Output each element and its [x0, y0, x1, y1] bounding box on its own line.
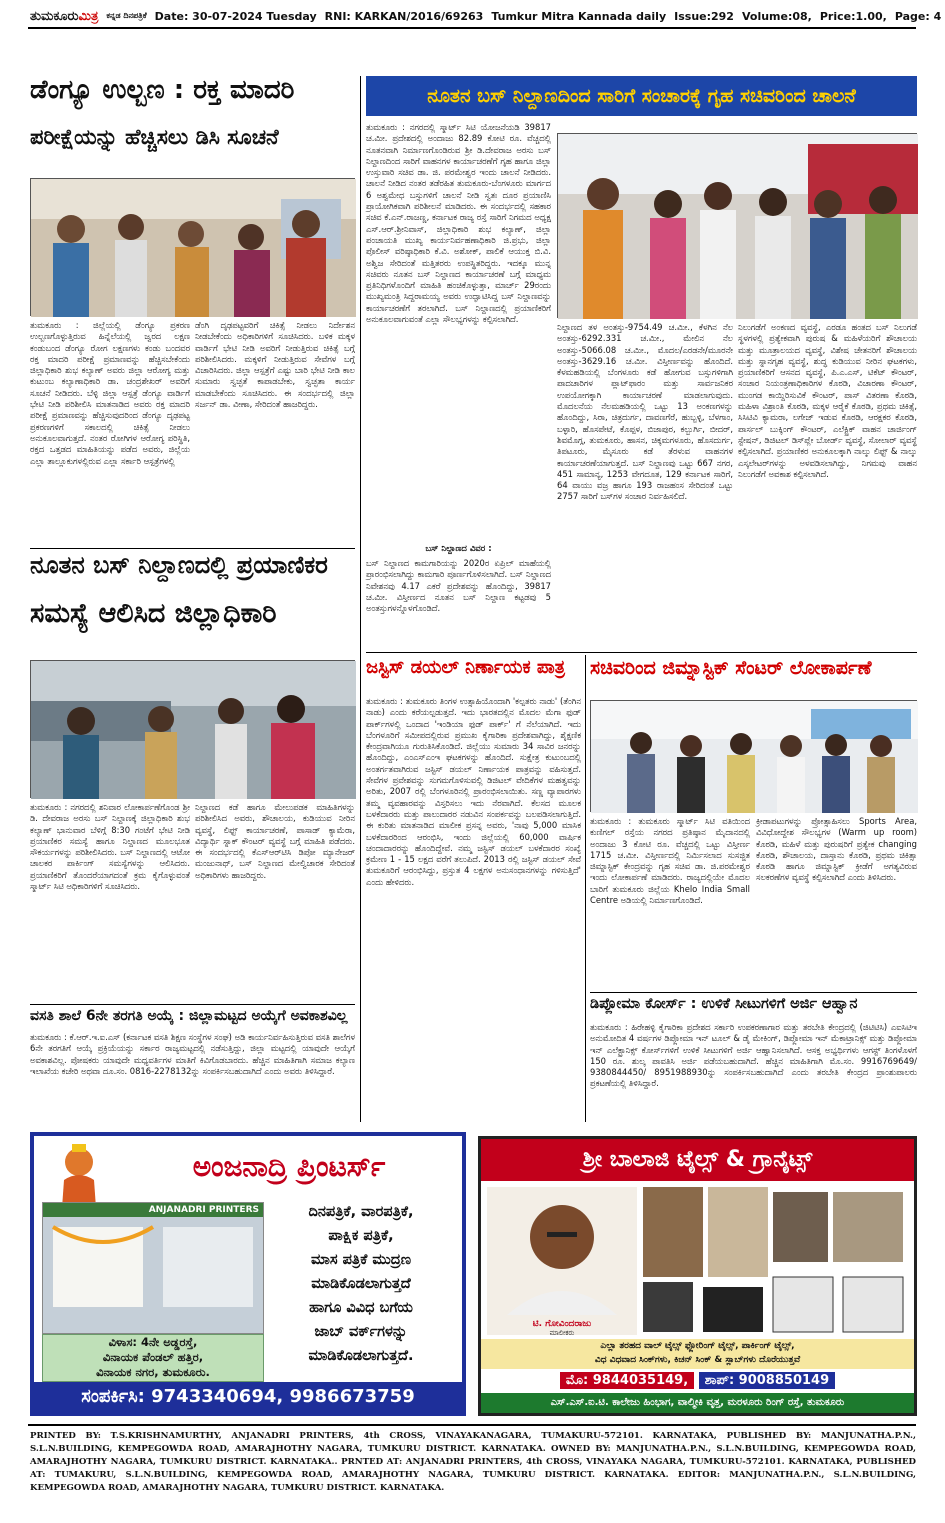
tiles-shop-phone: ಶಾಪ್: 9008850149	[699, 1372, 835, 1389]
bus-dc-photo	[30, 660, 355, 798]
footer-rule	[28, 1424, 916, 1426]
printers-contact: ಸಂಪರ್ಕಿಸಿ: 9743340694, 9986673759	[34, 1382, 462, 1412]
logo-tagline: ಕನ್ನಡ ದಿನಪತ್ರಿಕೆ	[106, 11, 147, 20]
bus-dc-headline-1: ನೂತನ ಬಸ್ ನಿಲ್ದಾಣದಲ್ಲಿ ಪ್ರಯಾಣಿಕರ	[30, 551, 328, 579]
printline-footer: PRINTED BY: T.S.KRISHNAMURTHY, ANJANADRI PRINTERS, 4th CROSS, VINAYAKANAGARA, TUMAKURU-572101. KARNATAKA, PUBLISHED BY: MANJUNATHA.P.N., S.L.N.BUILDING, KEMPEGOWDA ROAD, AMARAJHOTHY NAGARA, TUMKURU DISTRICT. KARNATAKA. OWNED BY: MANJUNATHA.P.N., S.L.N.BUILDING, KEMPEGOWDA ROAD, AMARAJHOTHY NAGARA, TUMKURU DISTRICT. KARNATAKA.. PRNTED AT: ANJANADRI PRINTERS, 4th CROSS, VINAYAKA NAGARA, TUMKURU-572101. KARNATAKA, PUBLISHED AT: TUMAKURU, S.L.N.BUILDING, KEMPEGOWDA ROAD, AMARAJHOTHY NAGARA, TUMKURU DISTRICT. KARNATAKA. EDITOR: MANJUNATHA.P.N., S.L.N.BUILDING, KEMPEGOWDA ROAD, AMARAJHOTHY NAGARA, TUMKURU DISTRICT. KARNATAKA.	[30, 1431, 916, 1493]
dengue-headline-1: ಡೆಂಗ್ಯೂ ಉಲ್ಬಣ : ರಕ್ತ ಮಾದರಿ	[30, 75, 295, 105]
newspaper-logo: ತುಮಕೂರುಮಿತ್ರ	[30, 8, 99, 24]
owner-name: ಟಿ. ಗೋವಿಂದರಾಜು	[532, 1319, 592, 1329]
issue-date: Date: 30-07-2024 Tuesday	[154, 9, 317, 23]
dengue-ward-photo	[30, 178, 355, 316]
gym-col-2: ಕ್ರೀಡಾಪಟುಗಳನ್ನು ಪ್ರೋತ್ಸಾಹಿಸಲು Sports Area, ವಿವಿಧೋದ್ದೇಶ ಸೌಲಭ್ಯಗಳ (Warm up room) ಕೊಠಡಿ, ಮಹಿಳೆ ಮತ್ತು ಪುರುಷರಿಗೆ ಪ್ರತ್ಯೇಕ changing ಕೊಠಡಿ, ಶೌಚಾಲಯ, ದಾಸ್ತಾನು ಕೊಠಡಿ, ಪ್ರಥಮ ಚಿಕಿತ್ಸಾ ಕೊಠಡಿ ಹಾಗೂ ಜಿಮ್ನಾಸ್ಟಿಕ್ ಕ್ರೀಡೆಗೆ ಅಗತ್ಯವಿರುವ ಸಲಕರಣೆಗಳ ವ್ಯವಸ್ಥೆ ಕಲ್ಪಿಸಲಾಗಿದೆ ಎಂದು ತಿಳಿಸಿದರು.	[756, 816, 917, 883]
bus-opening-headline: ನೂತನ ಬಸ್ ನಿಲ್ದಾಣದಿಂದ ಸಾರಿಗೆ ಸಂಚಾರಕ್ಕೆ ಗೃಹ ಸಚಿವರಿಂದ ಚಾಲನೆ	[366, 76, 917, 116]
tiles-address: ಎಸ್.ಎಸ್.ಐ.ಟಿ. ಕಾಲೇಜು ಹಿಂಭಾಗ, ವಾಲ್ಮೀಕಿ ವೃತ್ತ, ಮರಳೂರು ರಿಂಗ್ ರಸ್ತೆ, ತುಮಕೂರು	[481, 1393, 914, 1413]
tiles-advertisement	[478, 1136, 917, 1416]
printers-address: ವಿಳಾಸ: 4ನೇ ಅಡ್ಡರಸ್ತೆ, ವಿನಾಯಕ ಪೆಂಡಲ್ ಹತ್ತಿರ, ವಿನಾಯಕ ನಗರ, ತುಮಕೂರು.	[42, 1334, 264, 1382]
printers-title: ಅಂಜನಾದ್ರಿ ಪ್ರಿಂಟರ್ಸ್	[192, 1150, 386, 1183]
bus-dc-col-1: ತುಮಕೂರು : ನಗರದಲ್ಲಿ ಶನಿವಾರ ಲೋಕಾರ್ಪಣೆಗೊಂಡ ಶ್ರೀ ಡಿ. ದೇವರಾಜ ಅರಸು ಬಸ್ ನಿಲ್ದಾಣಕ್ಕೆ ಜಿಲ್ಲಾಧಿಕಾರಿ ಶುಭ ಕಲ್ಯಾಣ್ ಭಾನುವಾರ ಬೆಳಿಗ್ಗೆ 8:30 ಗಂಟೆಗೆ ಭೇಟಿ ನೀಡಿ ಪ್ರಯಾಣಿಕರ ಸಮಸ್ಯೆ ಹಾಗೂ ನಿಲ್ದಾಣದ ಮೂಲಭೂತ ಸೌಕರ್ಯಗಳನ್ನು ಪರಿಶೀಲಿಸಿದರು. ಬಸ್ ನಿಲ್ದಾಣದಲ್ಲಿ ಆಟೋ ಚಾಲಕರ ಪಾರ್ಕಿಂಗ್ ಸಮಸ್ಯೆಗಳನ್ನು ಆಲಿಸಿದರು. ಪ್ರಯಾಣಿಕರಿಗೆ ತೊಂದರೆಯಾಗದಂತೆ ಕ್ರಮ ಕೈಗೊಳ್ಳುವಂತೆ ಸ್ಮಾರ್ಟ್ ಸಿಟಿ ಅಧಿಕಾರಿಗಳಿಗೆ ಸೂಚಿಸಿದರು.	[30, 802, 190, 892]
divider	[30, 548, 355, 549]
masthead-rule	[28, 27, 916, 29]
printers-shop-photo: ANJANADRI PRINTERS	[42, 1202, 264, 1334]
tiles-products: ಎಲ್ಲಾ ತರಹದ ವಾಲ್ ಟೈಲ್ಸ್ ಫ್ಲೋರಿಂಗ್ ಟೈಲ್ಸ್, ಪಾರ್ಕಿಂಗ್ ಟೈಲ್ಸ್, ವಿಧ ವಿಧವಾದ ಸಿಂಕ್‌ಗಳು, ಕಿಚನ್ ಸಿಂಕ್ & ಸ್ಲಾಬ್‌ಗಳು ದೊರೆಯುತ್ತವೆ	[481, 1339, 914, 1369]
justice-headline: ಜಸ್ಟಿಸ್ ಡಯಲ್ ನಿರ್ಣಾಯಕ ಪಾತ್ರ	[366, 657, 566, 678]
hostel-headline: ವಸತಿ ಶಾಲೆ 6ನೇ ತರಗತಿ ಅಯ್ಕೆ : ಜಿಲ್ಲಾಮಟ್ಟದ ಅಯ್ಕೆಗೆ ಅವಕಾಶವಿಲ್ಲ	[30, 1008, 348, 1024]
column-divider	[585, 655, 586, 1122]
gym-inauguration-photo	[590, 700, 917, 812]
diploma-body: ತುಮಕೂರು : ಹಿರೇಹಳ್ಳಿ ಕೈಗಾರಿಕಾ ಪ್ರದೇಶದ ಸರ್ಕಾರಿ ಉಪಕರಣಾಗಾರ ಮತ್ತು ತರಬೇತಿ ಕೇಂದ್ರದಲ್ಲಿ (ಜಿಟಿಟಿಸಿ) ಎಐಸಿಟಿಇ ಅನುಮೋದಿತ 4 ವರ್ಷಗಳ ಡಿಪ್ಲೋಮಾ ಇನ್ ಟೂಲ್ & ಡೈ ಮೇಕಿಂಗ್, ಡಿಪ್ಲೋಮಾ ಇನ್ ಮೆಕಾಟ್ರಾನಿಕ್ಸ್ ಮತ್ತು ಡಿಪ್ಲೋಮಾ ಇನ್ ಎಲೆಕ್ಟ್ರಾನಿಕ್ಸ್ ಕೋರ್ಸ್‌ಗಳಿಗೆ ಉಳಿಕೆ ಸೀಟುಗಳಿಗೆ ಅರ್ಜಿ ಆಹ್ವಾನಿಸಲಾಗಿದೆ. ಆಸಕ್ತ ಅಭ್ಯರ್ಥಿಗಳು ಆಗಸ್ಟ್ ತಿಂಗಳೊಳಗೆ 150 ರೂ. ಶುಲ್ಕ ಪಾವತಿಸಿ ಅರ್ಜಿ ಪಡೆಯಬಹುದಾಗಿದೆ. ಹೆಚ್ಚಿನ ಮಾಹಿತಿಗಾಗಿ ಮೊ.ಸಂ. 9916769649/ 9380844450/ 8951988930ನ್ನು ಸಂಪರ್ಕಿಸಬಹುದಾಗಿದೆ ಎಂದು ತರಬೇತಿ ಕೇಂದ್ರದ ಪ್ರಾಂಶುಪಾಲರು ಪ್ರಕಟಣೆಯಲ್ಲಿ ತಿಳಿಸಿದ್ದಾರೆ.	[590, 1022, 917, 1089]
issue-number: Issue:292	[674, 9, 734, 23]
owner-photo	[487, 1187, 637, 1335]
divider	[366, 652, 917, 653]
bus-dc-headline-2: ಸಮಸ್ಯೆ ಆಲಿಸಿದ ಜಿಲ್ಲಾಧಿಕಾರಿ	[30, 598, 277, 629]
masthead	[30, 6, 942, 26]
tiles-title: ಶ್ರೀ ಬಾಲಾಜಿ ಟೈಲ್ಸ್ & ಗ್ರಾನೈಟ್ಸ್	[481, 1139, 914, 1181]
ad-header	[34, 1136, 462, 1198]
hostel-body: ತುಮಕೂರು : ಕೆ.ಆರ್.ಇ.ಐ.ಎಸ್ (ಕರ್ನಾಟಕ ವಸತಿ ಶಿಕ್ಷಣ ಸಂಸ್ಥೆಗಳ ಸಂಘ) ಅಡಿ ಕಾರ್ಯನಿರ್ವಹಿಸುತ್ತಿರುವ ವಸತಿ ಶಾಲೆಗಳ 6ನೇ ತರಗತಿಗೆ ಆಯ್ಕೆ ಪ್ರಕ್ರಿಯೆಯನ್ನು ಸರ್ಕಾರ ರಾಜ್ಯಮಟ್ಟದಲ್ಲಿ ನಡೆಸುತ್ತಿದ್ದು, ಜಿಲ್ಲಾ ಮಟ್ಟದಲ್ಲಿ ಯಾವುದೇ ಆಯ್ಕೆಗೆ ಅವಕಾಶವಿಲ್ಲ. ಪೋಷಕರು ಯಾವುದೇ ಮಧ್ಯವರ್ತಿಗಳ ಮಾತಿಗೆ ಕಿವಿಗೊಡಬಾರದು. ಹೆಚ್ಚಿನ ಮಾಹಿತಿಗಾಗಿ ಸಮಾಜ ಕಲ್ಯಾಣ ಇಲಾಖೆಯ ಕಚೇರಿ ಅಥವಾ ದೂ.ಸಂ. 0816-2278132ನ್ನು ಸಂಪರ್ಕಿಸಬಹುದಾಗಿದೆ ಎಂದು ಅವರು ತಿಳಿಸಿದ್ದಾರೆ.	[30, 1032, 355, 1076]
owner-role: ಮಾಲೀಕರು	[549, 1329, 575, 1337]
divider	[590, 992, 917, 993]
gym-headline: ಸಚಿವರಿಂದ ಜಿಮ್ನಾಸ್ಟಿಕ್ ಸೆಂಟರ್ ಲೋಕಾರ್ಪಣೆ	[590, 657, 872, 679]
justice-body: ತುಮಕೂರು : ತುಮಕೂರು ತಿಂಗಳ ಉತ್ಸಾಹಿಯೊಂದಾಗಿ 'ಕಲ್ಪತರು ನಾಡು' (ತೆಂಗಿನ ನಾಡು) ಎಂದು ಕರೆಯಲ್ಪಡುತ್ತದೆ. ಇದು ಭಾರತದಲ್ಲಿನ ಮೊದಲ ಮೆಗಾ ಫುಡ್ ಪಾರ್ಕ್‌ಗಳಲ್ಲಿ ಒಂದಾದ 'ಇಂಡಿಯಾ ಫುಡ್ ಪಾರ್ಕ್' ಗೆ ನೆಲೆಯಾಗಿದೆ. ಇದು ಬೆಂಗಳೂರಿಗೆ ಸಮೀಪದಲ್ಲಿರುವ ಪ್ರಮುಖ ಕೈಗಾರಿಕಾ ಪ್ರದೇಶವಾಗಿದ್ದು, ಶೈಕ್ಷಣಿಕ ಕೇಂದ್ರವಾಗಿಯೂ ಗುರುತಿಸಿಕೊಂಡಿದೆ. ಜಿಲ್ಲೆಯು ಸುಮಾರು 34 ಸಾವಿರ ಜನರನ್ನು ಹೊಂದಿದ್ದು, ಎಂಎಸ್‌ಎಂಇ ಘಟಕಗಳನ್ನು ಹೊಂದಿದೆ. ಸುಕ್ಷೇತ್ರ ಕುಟುಂಬದಲ್ಲಿ ಅಂತರ್ಗತವಾಗಿರುವ ಜಸ್ಟಿಸ್ ಡಯಲ್ ನಿರ್ಣಾಯಕ ಪಾತ್ರವನ್ನು ವಹಿಸುತ್ತದೆ. ಸೇವೆಗಳ ಪ್ರವೇಶವನ್ನು ಸುಗಮಗೊಳಿಸುವಲ್ಲಿ ಡಿಜಿಟಲ್ ವೇದಿಕೆಗಳ ಮಹತ್ವವನ್ನು ಅರಿತು, 2007 ರಲ್ಲಿ ಬೆಂಗಳೂರಿನಲ್ಲಿ ಪ್ರಾರಂಭಿಸಲಾಯಿತು. ಸಣ್ಣ ವ್ಯಾಪಾರಗಳು ತಮ್ಮ ವ್ಯವಹಾರವನ್ನು ವಿಸ್ತರಿಸಲು ಇದು ನೆರವಾಗಿದೆ. ಕೆಲಸದ ಮೂಲಕ ಬಳಕೆದಾರರು ಮತ್ತು ಪಾಲುದಾರರ ನಡುವಿನ ಸಂಪರ್ಕವನ್ನು ಬಲಪಡಿಸಲಾಗುತ್ತಿದೆ. ಈ ಕುರಿತು ಮಾತನಾಡಿದ ಮಾಲೀಕ ಪ್ರಸನ್ನ ಅವರು, 'ನಾವು 5,000 ಮಾಸಿಕ ಬಳಕೆದಾರರಿಂದ ಆರಂಭಿಸಿ, ಇಂದು ಜಿಲ್ಲೆಯಲ್ಲಿ 60,000 ವಾರ್ಷಿಕ ಚಂದಾದಾರರನ್ನು ಹೊಂದಿದ್ದೇವೆ. ನಮ್ಮ ಜಸ್ಟಿಸ್ ಡಯಲ್ ಬಳಕೆದಾರರ ಸಂಖ್ಯೆ ಕ್ರಮೇಣ 1 - 15 ಲಕ್ಷದ ವರೆಗೆ ತಲುಪಿದೆ. 2013 ರಲ್ಲಿ ಜಸ್ಟಿಸ್ ಡಯಲ್ ಸೇವೆ ತುಮಕೂರಿಗೆ ಆರಂಭಿಸಿದ್ದು, ಪ್ರಸ್ತುತ 4 ಲಕ್ಷಗಳ ಅನುಸಂಧಾನಗಳನ್ನು ಗಳಿಸುತ್ತಿದೆ' ಎಂದು ಹೇಳಿದರು.	[366, 696, 581, 887]
bus-opening-lead: ತುಮಕೂರು : ನಗರದಲ್ಲಿ ಸ್ಮಾರ್ಟ್ ಸಿಟಿ ಯೋಜನೆಯಡಿ 39817 ಚ.ಮೀ. ಪ್ರದೇಶದಲ್ಲಿ ಅಂದಾಜು 82.89 ಕೋಟಿ ರೂ. ವೆಚ್ಚದಲ್ಲಿ ನೂತನವಾಗಿ ನಿರ್ಮಾಣಗೊಂಡಿರುವ ಶ್ರೀ ಡಿ.ದೇವರಾಜ ಅರಸು ಬಸ್ ನಿಲ್ದಾಣದಿಂದ ಸಾರಿಗೆ ವಾಹನಗಳ ಕಾರ್ಯಾಚರಣೆಗೆ ಗೃಹ ಹಾಗೂ ಜಿಲ್ಲಾ ಉಸ್ತುವಾರಿ ಸಚಿವ ಡಾ. ಜಿ. ಪರಮೇಶ್ವರ ಇಂದು ಚಾಲನೆ ನೀಡಿದರು. ಚಾಲನೆ ನೀಡಿದ ನಂತರ ತಡೆರಹಿತ ತುಮಕೂರು-ಬೆಂಗಳೂರು ಮಾರ್ಗದ 6 ಅಶ್ವಮೇಧ ಬಸ್ಸುಗಳಿಗೆ ಚಾಲನೆ ನೀಡಿ ಸ್ವತಃ ದೂರ ಪ್ರಯಾಣಿಸಿ ಪ್ರಾಯೋಗಿಕವಾಗಿ ಪರಿಶೀಲನೆ ಮಾಡಿದರು. ಈ ಸಂದರ್ಭದಲ್ಲಿ ಸಹಕಾರ ಸಚಿವ ಕೆ.ಎನ್.ರಾಜಣ್ಣ, ಕರ್ನಾಟಕ ರಾಜ್ಯ ರಸ್ತೆ ಸಾರಿಗೆ ನಿಗಮದ ಅಧ್ಯಕ್ಷ ಎಸ್.ಆರ್.ಶ್ರೀನಿವಾಸ್, ಜಿಲ್ಲಾಧಿಕಾರಿ ಶುಭ ಕಲ್ಯಾಣ್, ಜಿಲ್ಲಾ ಪಂಚಾಯತಿ ಮುಖ್ಯ ಕಾರ್ಯನಿರ್ವಹಣಾಧಿಕಾರಿ ಜಿ.ಪ್ರಭು, ಜಿಲ್ಲಾ ಪೊಲೀಸ್ ವರಿಷ್ಠಾಧಿಕಾರಿ ಕೆ.ವಿ. ಅಶೋಕ್, ಪಾಲಿಕೆ ಆಯುಕ್ತ ಬಿ.ವಿ. ಅಶ್ವಿಜ ಸೇರಿದಂತೆ ಮತ್ತಿತರರು ಉಪಸ್ಥಿತರಿದ್ದರು. ಇದಕ್ಕೂ ಮುನ್ನ ಸಚಿವರು ನೂತನ ಬಸ್ ನಿಲ್ದಾಣದ ಕಾರ್ಯಾಚರಣೆ ಬಗ್ಗೆ ಮಾಧ್ಯಮ ಪ್ರತಿನಿಧಿಗಳೊಂದಿಗೆ ಮಾಹಿತಿ ಹಂಚಿಕೊಳ್ಳುತ್ತಾ, ಮಾರ್ಚ್ 29ರಂದು ಮುಖ್ಯಮಂತ್ರಿ ಸಿದ್ದರಾಮಯ್ಯ ಅವರು ಉದ್ಘಾಟಿಸಿದ್ದ ಬಸ್ ನಿಲ್ದಾಣವನ್ನು ಕಾರ್ಯಾಚರಣೆಗೆ ತರಲಾಗಿದೆ. ಬಸ್ ನಿಲ್ದಾಣದಲ್ಲಿ ಪ್ರಯಾಣಿಕರಿಗೆ ಅನುಕೂಲವಾಗುವಂತೆ ಎಲ್ಲಾ ಸೌಲಭ್ಯಗಳನ್ನು ಕಲ್ಪಿಸಲಾಗಿದೆ.	[366, 122, 551, 325]
bus-opening-col-2: ನಿಲ್ದಾಣದ ತಳ ಅಂತಸ್ತು-9754.49 ಚ.ಮೀ., ಕೆಳಗಿನ ನೆಲ ಅಂತಸ್ತು-6292.331 ಚ.ಮೀ., ಮೇಲಿನ ನೆಲ ಅಂತಸ್ತು-5066.08 ಚ.ಮೀ., ಮೊದಲ/ಎರಡನೇ/ಮೂರನೇ ಅಂತಸ್ತು-3629.16 ಚ.ಮೀ. ವಿಸ್ತೀರ್ಣವನ್ನು ಹೊಂದಿದೆ. ಕೆಳಮಹಡಿಯಲ್ಲಿ ಬೆಂಗಳೂರು ಕಡೆ ಹೋಗುವ ಬಸ್ಸುಗಳಿಗಾಗಿ ಪಾದಚಾರಿಗಳ ಪ್ಲಾಟ್‌ಫಾರಂ ಮತ್ತು ಸಾರ್ವಜನಿಕರ ಉಪಯೋಗಕ್ಕಾಗಿ ಕಾರ್ಯಾಚರಣೆ ಮಾಡಲಾಗುವುದು. ಮೊದಲನೆಯ ನೆಲಮಹಡಿಯಲ್ಲಿ ಒಟ್ಟು 13 ಅಂಕಣಗಳನ್ನು ಹೊಂದಿದ್ದು, ಸಿರಾ, ಚಿತ್ರದುರ್ಗ, ದಾವಣಗೆರೆ, ಹುಬ್ಬಳ್ಳಿ, ಬೆಳಗಾಂ, ಬಳ್ಳಾರಿ, ಹೊಸಪೇಟೆ, ಕೊಪ್ಪಳ, ಬಿಜಾಪುರ, ಕಲ್ಬುರ್ಗಿ, ಬೀದರ್, ಶಿವಮೊಗ್ಗ, ತುಮಕೂರು, ಹಾಸನ, ಚಿಕ್ಕಮಗಳೂರು, ಹೊಸದುರ್ಗ, ತಿಪಟೂರು, ಮೈಸೂರು ಕಡೆ ತೆರಳುವ ವಾಹನಗಳ ಕಾರ್ಯಾಚರಣೆಯಾಗುತ್ತದೆ. ಬಸ್ ನಿಲ್ದಾಣವು ಒಟ್ಟು 667 ನಗರ, 451 ಸಾಮಾನ್ಯ, 1253 ವೇಗದೂತ, 129 ಕರ್ನಾಟಕ ಸಾರಿಗೆ, 64 ವಾಯು ವಜ್ರ ಹಾಗೂ 193 ರಾಜಹಂಸ ಸೇರಿದಂತೆ ಒಟ್ಟು 2757 ಸಾರಿಗೆ ಬಸ್‌ಗಳ ಸಂಚಾರ ನಿರ್ವಹಿಸಲಿದೆ.	[557, 322, 733, 502]
bus-opening-subhead: ಬಸ್ ನಿಲ್ದಾಣದ ವಿವರ :	[425, 544, 492, 554]
page-number: Page: 4	[894, 9, 942, 23]
dengue-col-2: ಡೆಂಗಿ ದೃಢಪಟ್ಟವರಿಗೆ ಚಿಕಿತ್ಸೆ ನೀಡಲು ನಿರ್ದೇಶನ ನೀಡಬೇಕೆಂದು ಅಧಿಕಾರಿಗಳಿಗೆ ಸೂಚಿಸಿದರು. ಬಳಿಕ ಮಕ್ಕಳ ವಾರ್ಡಿಗೆ ಭೇಟಿ ನೀಡಿ ಅವರಿಗೆ ನೀಡುತ್ತಿರುವ ಚಿಕಿತ್ಸೆ ಬಗ್ಗೆ ಪರಿಶೀಲಿಸಿದರು. ಮಕ್ಕಳಿಗೆ ನೀಡುತ್ತಿರುವ ಸೇವೆಗಳ ಬಗ್ಗೆ ವಿಚಾರಿಸಿದರು. ಜಿಲ್ಲಾ ಆಸ್ಪತ್ರೆಗೆ ಎಷ್ಟು ಬಾರಿ ಭೇಟಿ ನೀಡಿ ಕಾಲ ಸುಮಾರು ಸ್ವಚ್ಛತೆ ಕಾಪಾಡಬೇಕು, ಸ್ವಚ್ಛತಾ ಕಾರ್ಯ ಮಾಡಬೇಕೆಂದು ಸೂಚಿಸಿದರು. ಈ ಸಂದರ್ಭದಲ್ಲಿ ಜಿಲ್ಲಾ ಸರ್ಜನ್ ಡಾ. ವೀಣಾ, ಸೇರಿದಂತೆ ಹಾಜರಿದ್ದರು.	[195, 320, 355, 410]
diploma-headline: ಡಿಪ್ಲೋಮಾ ಕೋರ್ಸ್ : ಉಳಿಕೆ ಸೀಟುಗಳಿಗೆ ಅರ್ಜಿ ಆಹ್ವಾನ	[590, 996, 858, 1012]
price: Price:1.00,	[819, 9, 887, 23]
bus-opening-col-3: ನಿಲುಗಡೆಗೆ ಅಂಕಣದ ವ್ಯವಸ್ಥೆ, ಎರಡೂ ಹಂತದ ಬಸ್ ನಿಲುಗಡೆ ಸ್ಥಳಗಳಲ್ಲಿ ಪ್ರತ್ಯೇಕವಾಗಿ ಪುರುಷ & ಮಹಿಳೆಯರಿಗೆ ಶೌಚಾಲಯ ಮತ್ತು ಮೂತ್ರಾಲಯದ ವ್ಯವಸ್ಥೆ, ವಿಶೇಷ ಚೇತನರಿಗೆ ಶೌಚಾಲಯ ಮತ್ತು ಸ್ನಾನಗೃಹ ವ್ಯವಸ್ಥೆ, ಶುದ್ಧ ಕುಡಿಯುವ ನೀರಿನ ಘಟಕಗಳು, ಪ್ರಯಾಣಿಕರಿಗೆ ಆಸನದ ವ್ಯವಸ್ಥೆ, ಪಿ.ಎ.ಎಸ್, ಟಿಕೆಟ್ ಕೌಂಟರ್, ಸಂಚಾರ ನಿಯಂತ್ರಣಾಧಿಕಾರಿಗಳ ಕೊಠಡಿ, ವಿಚಾರಣಾ ಕೌಂಟರ್, ಮುಂಗಡ ಕಾಯ್ದಿರಿಸುವಿಕೆ ಕೌಂಟರ್, ಪಾಸ್ ವಿತರಣಾ ಕೊಠಡಿ, ಮಹಿಳಾ ವಿಶ್ರಾಂತಿ ಕೊಠಡಿ, ಮಕ್ಕಳ ಆರೈಕೆ ಕೊಠಡಿ, ಪ್ರಥಮ ಚಿಕಿತ್ಸೆ, ಸಿಸಿಟಿವಿ ಕ್ಯಾಮರಾ, ಲಗೇಜ್ ಇಡುವ ಕೊಠಡಿ, ಆರಕ್ಷಕರ ಕೊಠಡಿ, ಪಾರ್ಸಲ್ ಬುಕ್ಕಿಂಗ್ ಕೌಂಟರ್, ಎಲೆಕ್ಟ್ರಿಕ್ ವಾಹನ ಚಾರ್ಜಿಂಗ್ ಸ್ಟೇಷನ್, ಡಿಜಿಟಲ್ ಡಿಸ್‌ಪ್ಲೇ ಬೋರ್ಡ್ ವ್ಯವಸ್ಥೆ, ಸೋಲಾರ್ ವ್ಯವಸ್ಥೆ ಕಲ್ಪಿಸಲಾಗಿದೆ. ಪ್ರಯಾಣಿಕರ ಅನುಕೂಲಕ್ಕಾಗಿ ನಾಲ್ಕು ಲಿಫ್ಟ್ & ನಾಲ್ಕು ಎಸ್ಕಲೇಟರ್‌ಗಳನ್ನು ಅಳವಡಿಸಲಾಗಿದ್ದು, ನಿಗಮವು ವಾಹನ ನಿಲುಗಡೆಗೆ ಅವಕಾಶ ಕಲ್ಪಿಸಲಾಗಿದೆ.	[738, 322, 917, 479]
tiles-mobile: ಮೊ: 9844035149,	[560, 1372, 694, 1389]
bus-opening-details: ಬಸ್ ನಿಲ್ದಾಣದ ಕಾಮಗಾರಿಯನ್ನು 2020ರ ಏಪ್ರಿಲ್ ಮಾಹೆಯಲ್ಲಿ ಪ್ರಾರಂಭಿಸಲಾಗಿದ್ದು ಕಾಮಗಾರಿ ಪೂರ್ಣಗೊಳಿಸಲಾಗಿದೆ. ಬಸ್ ನಿಲ್ದಾಣದ ನಿವೇಶನವು 4.17 ಎಕರೆ ಪ್ರದೇಶವನ್ನು ಹೊಂದಿದ್ದು, 39817 ಚ.ಮೀ. ವಿಸ್ತೀರ್ಣದ ನೂತನ ಬಸ್ ನಿಲ್ದಾಣ ಕಟ್ಟಡವು 5 ಅಂತಸ್ತುಗಳನ್ನೊಳಗೊಂಡಿದೆ.	[366, 558, 551, 614]
paper-name: Tumkur Mitra Kannada daily	[491, 9, 667, 23]
dengue-headline-2: ಪರೀಕ್ಷೆಯನ್ನು ಹೆಚ್ಚಿಸಲು ಡಿಸಿ ಸೂಚನೆ	[30, 125, 279, 149]
volume-number: Volume:08,	[741, 9, 812, 23]
dengue-col-1: ತುಮಕೂರು : ಜಿಲ್ಲೆಯಲ್ಲಿ ಡೆಂಗ್ಯೂ ಪ್ರಕರಣ ಉಲ್ಬಣಗೊಳ್ಳುತ್ತಿರುವ ಹಿನ್ನೆಲೆಯಲ್ಲಿ ಜ್ವರದ ಲಕ್ಷಣ ಕಂಡುಬಂದ ಡೆಂಗ್ಯೂ ರೋಗ ಲಕ್ಷಣಗಳು ಕಂಡು ಬಂದವರ ರಕ್ತ ಮಾದರಿ ಪರೀಕ್ಷೆ ಪ್ರಮಾಣವನ್ನು ಹೆಚ್ಚಿಸಬೇಕೆಂದು ಜಿಲ್ಲಾಧಿಕಾರಿ ಶುಭ ಕಲ್ಯಾಣ್ ಅವರು ಜಿಲ್ಲಾ ಆರೋಗ್ಯ ಮತ್ತು ಕುಟುಂಬ ಕಲ್ಯಾಣಾಧಿಕಾರಿ ಡಾ. ಚಂದ್ರಶೇಖರ್ ಅವರಿಗೆ ಸೂಚನೆ ನೀಡಿದರು. ಬೆಳ್ಳಿ ಜಿಲ್ಲಾ ಆಸ್ಪತ್ರೆ ಡೆಂಗ್ಯೂ ವಾರ್ಡಿಗೆ ಭೇಟಿ ನೀಡಿ ಪರಿಶೀಲಿಸಿ ಮಾತನಾಡಿದ ಅವರು ರಕ್ತ ಮಾದರಿ ಪರೀಕ್ಷೆ ಪ್ರಮಾಣವನ್ನು ಹೆಚ್ಚಿಸುವುದರಿಂದ ಡೆಂಗ್ಯೂ ದೃಢಪಟ್ಟ ಪ್ರಕರಣಗಳಿಗೆ ಸಕಾಲದಲ್ಲಿ ಚಿಕಿತ್ಸೆ ನೀಡಲು ಅನುಕೂಲವಾಗುತ್ತದೆ. ನಂತರ ರೋಗಿಗಳ ಆರೋಗ್ಯ ಪರಿಸ್ಥಿತಿ, ರಕ್ತದ ಒತ್ತಡದ ಮಾಹಿತಿಯನ್ನು ಪಡೆದ ಅವರು, ಜಿಲ್ಲೆಯ ಎಲ್ಲಾ ತಾಲ್ಲೂಕುಗಳಲ್ಲಿರುವ ಎಲ್ಲಾ ಸರ್ಕಾರಿ ಆಸ್ಪತ್ರೆಗಳಲ್ಲಿ	[30, 320, 190, 466]
rni-number: RNI: KARKAN/2016/69263	[324, 9, 484, 23]
gym-col-1: ತುಮಕೂರು : ತುಮಕೂರು ಸ್ಮಾರ್ಟ್ ಸಿಟಿ ವತಿಯಿಂದ ಕುಣಿಗಲ್ ರಸ್ತೆಯ ನಗರದ ಪ್ರತಿಷ್ಠಾನ ಮೈದಾನದಲ್ಲಿ ಅಂದಾಜು 3 ಕೋಟಿ ರೂ. ವೆಚ್ಚದಲ್ಲಿ ಒಟ್ಟು ವಿಸ್ತೀರ್ಣ 1715 ಚ.ಮೀ. ವಿಸ್ತೀರ್ಣದಲ್ಲಿ ನಿರ್ಮಿಸಲಾದ ಸುಸಜ್ಜಿತ ಜಿಮ್ನಾಸ್ಟಿಕ್ ಕೇಂದ್ರವನ್ನು ಗೃಹ ಸಚಿವ ಡಾ. ಜಿ.ಪರಮೇಶ್ವರ ಇಂದು ಲೋಕಾರ್ಪಣೆ ಮಾಡಿದರು. ರಾಜ್ಯದಲ್ಲಿಯೇ ಮೊದಲ ಬಾರಿಗೆ ತುಮಕೂರು ಜಿಲ್ಲೆಯ Khelo India Small Centre ಅಡಿಯಲ್ಲಿ ನಿರ್ಮಾಣಗೊಂಡಿದೆ.	[590, 816, 750, 906]
tiles-product-photo	[643, 1187, 911, 1335]
bus-dc-col-2: ನಿಲ್ದಾಣದ ಕಡೆ ಹಾಗೂ ಮೇಲುಪಡಕ ಮಾಹಿತಿಗಳನ್ನು ಪರಿಶೀಲಿಸಿದ ಅವರು, ಶೌಚಾಲಯ, ಕುಡಿಯುವ ನೀರಿನ ವ್ಯವಸ್ಥೆ, ಲಿಫ್ಟ್ ಕಾರ್ಯಾಚರಣೆ, ಪಾಸಾಡ್ ಕ್ಯಾಮೆರಾ, ವಿದ್ಯಾರ್ಥಿ ಸ್ನಾಕ್ ಕೌಂಟರ್ ವ್ಯವಸ್ಥೆ ಬಗ್ಗೆ ಮಾಹಿತಿ ಪಡೆದರು. ಈ ಸಂದರ್ಭದಲ್ಲಿ ಕೆಎಸ್‌ಆರ್‌ಟಿಸಿ ಡಿಪೋ ಮ್ಯಾನೇಜರ್ ಮಂಜುನಾಥ್, ಬಸ್ ನಿಲ್ದಾಣದ ಮೇಲ್ವಿಚಾರಕ ಸೇರಿದಂತೆ ಅಧಿಕಾರಿಗಳು ಹಾಜರಿದ್ದರು.	[195, 802, 355, 880]
bus-opening-photo	[557, 133, 917, 318]
printers-advertisement	[30, 1132, 466, 1416]
printers-services: ದಿನಪತ್ರಿಕೆ, ವಾರಪತ್ರಿಕೆ, ಪಾಕ್ಷಿಕ ಪತ್ರಿಕೆ, ಮಾಸ ಪತ್ರಿಕೆ ಮುದ್ರಣ ಮಾಡಿಕೊಡಲಾಗುತ್ತದೆ ಹಾಗೂ ವಿವಿಧ ಬಗೆಯ ಜಾಬ್ ವರ್ಕ್‌ಗಳನ್ನು ಮಾಡಿಕೊಡಲಾಗುತ್ತದೆ.	[308, 1204, 414, 1364]
divider	[30, 1004, 355, 1005]
tiles-phones	[481, 1371, 914, 1391]
column-divider	[360, 76, 361, 1122]
